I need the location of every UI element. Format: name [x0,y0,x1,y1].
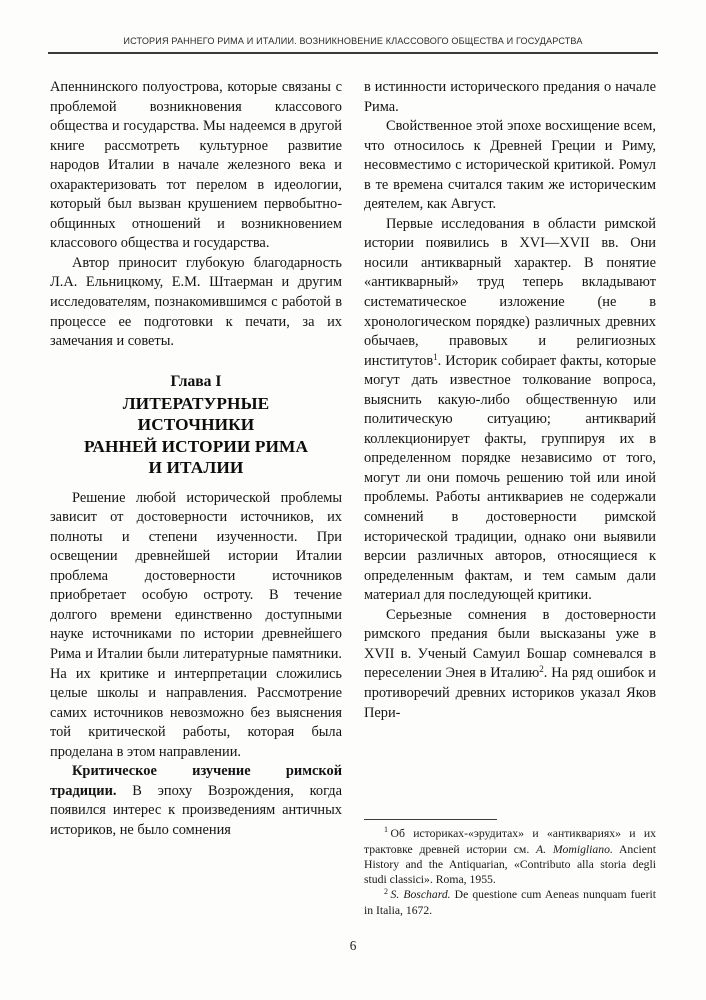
footnote-1 [364,826,656,887]
paragraph-serious-doubts-part-a: Серьезные сомнения в достоверности римского предания были высказаны уже в XVII в. Ученый Самуил Бошар сомневался в переселении Энея в Италию [364,606,656,682]
footnote-2-text-after: De questione cum Aeneas nunquam fuerit in Italia, 1672. [364,888,656,917]
body-columns [50,78,656,918]
footnote-1-author: A. Momigliano. [536,842,613,856]
paragraph-first-studies-part-b: . Историк собирает факты, которые могут дать известное толкование вопроса, выяснить какую-либо общественную или политическую ситуацию; антикварий коллекционирует факты, группируя их в определенном порядке независимо от того, могут ли они помочь решению той или иной проблемы. Работы антиквариев не содержали сомнений в достоверности римской исторической традиции, однако они выявили версии различных авторов, относящиеся к определенным фактам, и тем самым дали материал для последующей критики. [364,352,656,604]
footnote-2-author: S. Boschard. [390,888,451,902]
paragraph-critical-tradition-rest: В эпоху Возрождения, когда появился интерес к произведениям античных историков, не было сомнения [50,782,342,838]
footnote-marker-1[interactable]: 1 [433,351,438,362]
column-left [50,78,342,918]
footnote-1-text-after: Ancient History and the Antiquarian, «Contributo alla storia degli studi classici». Roma, 1955. [364,842,656,887]
paragraph-renaissance-admiration: Свойственное этой эпохе восхищение всем, что относилось к Древней Греции и Риму, несовместимо с исторической критикой. Ромул в те времена считался таким же историческим деятелем, как Август. [364,118,656,213]
running-head [48,36,658,54]
footnote-2-marker: 2 [384,886,388,896]
paragraph-serious-doubts-part-b: . На ряд ошибок и противоречий древних историков указал Яков Пери- [364,665,657,721]
page-number: 6 [349,938,357,953]
chapter-title-line-2: ИСТОЧНИКИ [137,415,255,435]
chapter-title-line-1: ЛИТЕРАТУРНЫЕ [122,393,270,413]
chapter-number: Глава I [170,372,222,390]
column-right [364,78,656,918]
running-head-rule [48,52,658,54]
runin-heading-critical-study: Критическое изучение римской традиции. [50,763,342,799]
paragraph-first-studies-part-a: Первые исследования в области римской истории появились в XVI—XVII вв. Они носили антикварный характер. В понятие «антикварный» труд теперь вкладывают систематическое изложение (не в хронологическом порядке) различных древних обычаев, правовых и религиозных институтов [364,215,656,369]
footnotes-block [364,819,656,918]
paragraph-critical-tradition [50,762,342,840]
footnote-2 [364,887,656,918]
paragraph-continued-right: в истинности исторического предания о начале Рима. [364,79,656,115]
column-right-flow [364,78,656,723]
paragraph-sources: Решение любой исторической проблемы зависит от достоверности источников, их полноты и степени изученности. При освещении древнейшей истории Италии проблема достоверности источников приобретает особую остроту. В течение долгого времени единственно доступными науке источниками по истории древнейшего Рима и Италии были литературные памятники. На их критике и интерпретации сложились целые школы и направления. Рассмотрение самих источников невозможно без выяснения той критической работы, которая была проделана в этом направлении. [50,489,342,760]
footnote-1-marker: 1 [384,825,388,835]
chapter-heading [50,371,342,479]
paragraph-continued-left: Апеннинского полуострова, которые связаны с проблемой возникновения классового общества и государства. Мы надеемся в другой книге рассмотреть культурное развитие народов Италии в начале железного века и охарактеризовать тот перелом в идеологии, который был вызван крушением первобытно-общинных отношений и возникновением классового общества и государства. [50,79,342,252]
footnote-marker-2[interactable]: 2 [539,664,544,675]
paragraph-acknowledgements: Автор приносит глубокую благодарность Л.А. Ельницкому, Е.М. Штаерман и другим исследователям, познакомившимся с работой в процессе ее подготовки к печати, за их замечания и советы. [50,254,342,350]
paragraph-first-studies [364,215,656,606]
chapter-title-line-3: РАННЕЙ ИСТОРИИ РИМА [83,436,309,456]
footnote-1-text-before: Об историках-«эрудитах» и «антиквариях» и их трактовке древней истории см. [364,827,656,856]
paragraph-serious-doubts [364,606,656,723]
chapter-title-line-4: И ИТАЛИИ [148,458,244,478]
footnote-separator-rule [364,819,497,820]
running-head-text: ИСТОРИЯ РАННЕГО РИМА И ИТАЛИИ. ВОЗНИКНОВЕНИЕ КЛАССОВОГО ОБЩЕСТВА И ГОСУДАРСТВА [123,36,583,46]
